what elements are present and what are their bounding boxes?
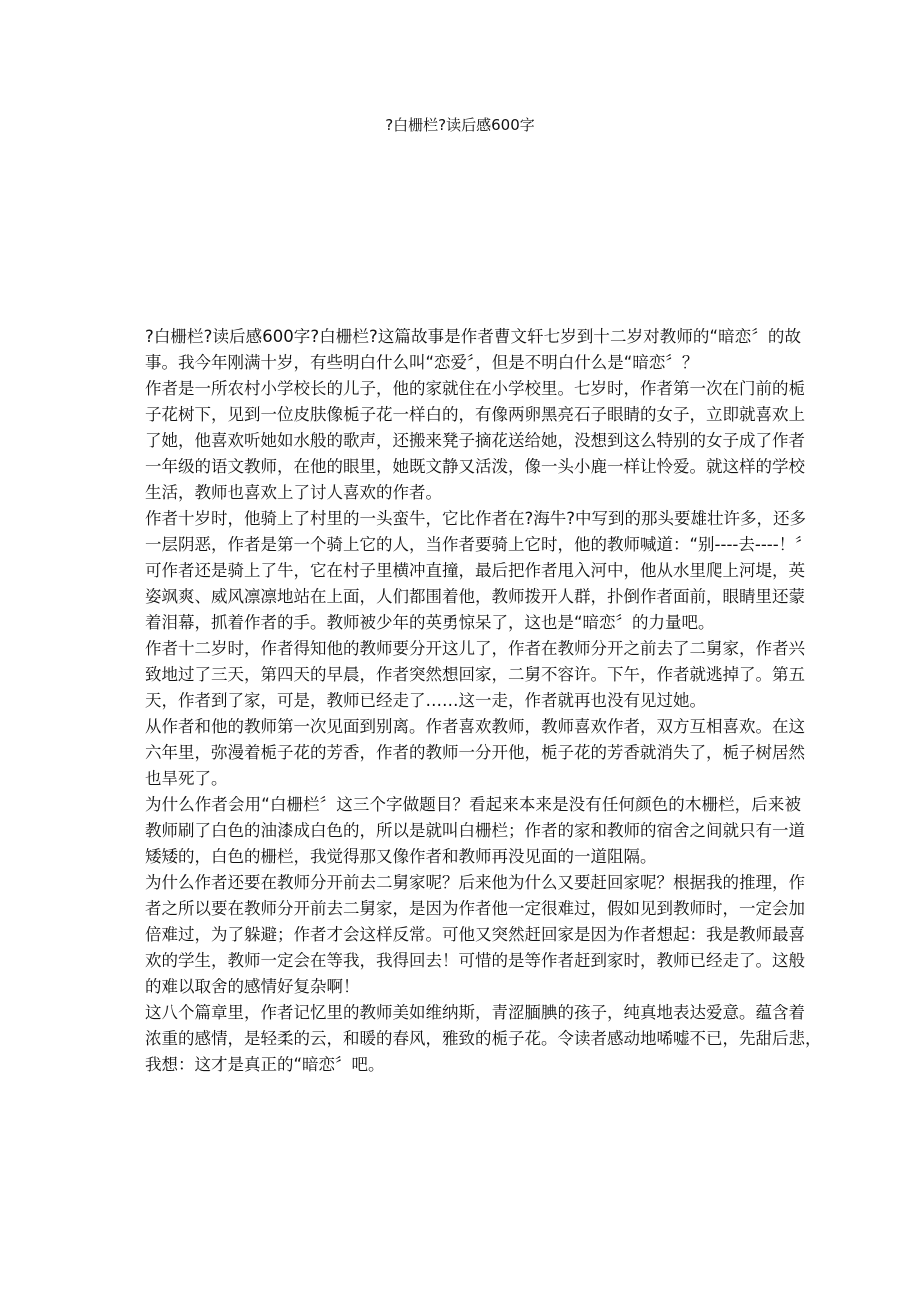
paragraph (145, 870, 805, 1000)
paragraph (145, 714, 805, 792)
text-line: ?白栅栏?读后感600字?白栅栏?这篇故事是作者曹文轩七岁到十二岁对教师的“暗恋〞的故 (145, 327, 801, 346)
text-line: 了她，他喜欢听她如水般的歌声，还搬来凳子摘花送给她，没想到这么特别的女子成了作者 (145, 431, 805, 450)
text-line: 我想：这才是真正的“暗恋〞吧。 (145, 1055, 385, 1074)
paragraph (145, 506, 812, 636)
paragraph (145, 636, 805, 714)
text-line: 生活，教师也喜欢上了讨人喜欢的作者。 (145, 483, 442, 502)
text-line: 为什么作者还要在教师分开前去二舅家呢？后来他为什么又要赶回家呢？根据我的推理，作 (145, 873, 805, 892)
text-line: 为什么作者会用“白栅栏〞这三个字做题目？看起来本来是没有任何颜色的木栅栏，后来被 (145, 795, 801, 814)
text-line: 倍难过，为了躲避；作者才会这样反常。可他又突然赶回家是因为作者想起：我是教师最喜 (145, 925, 805, 944)
paragraph (145, 792, 805, 870)
text-line: 作者十岁时，他骑上了村里的一头蛮牛，它比作者在?海牛?中写到的那头要雄壮许多，还多 (145, 509, 807, 528)
text-line: 矮矮的，白色的栅栏，我觉得那又像作者和教师再没见面的一道阻隔。 (145, 847, 657, 866)
text-line: 一年级的语文教师，在他的眼里，她既文静又活泼，像一头小鹿一样让怜爱。就这样的学校 (145, 457, 805, 476)
text-line: 一层阴恶，作者是第一个骑上它的人，当作者要骑上它时，他的教师喊道：“别----去----！〞 (145, 535, 812, 554)
paragraph (145, 376, 805, 506)
text-line: 天，作者到了家，可是，教师已经走了……这一走，作者就再也没有见过她。 (145, 691, 706, 710)
text-line: 着泪幕，抓着作者的手。教师被少年的英勇惊呆了，这也是“暗恋〞的力量吧。 (145, 613, 715, 632)
text-line: 教师刷了白色的油漆成白色的，所以是就叫白栅栏；作者的家和教师的宿舍之间就只有一道 (145, 821, 805, 840)
text-line: 也旱死了。 (145, 769, 228, 788)
text-line: 六年里，弥漫着栀子花的芳香，作者的教师一分开他，栀子花的芳香就消失了，栀子树居然 (145, 743, 805, 762)
paragraph (145, 1000, 822, 1078)
text-line: 作者十二岁时，作者得知他的教师要分开这儿了，作者在教师分开之前去了二舅家，作者兴 (145, 639, 805, 658)
document-body (145, 324, 822, 1078)
text-line: 致地过了三天，第四天的早晨，作者突然想回家，二舅不容许。下午，作者就逃掉了。第五 (145, 665, 805, 684)
text-line: 可作者还是骑上了牛，它在村子里横冲直撞，最后把作者甩入河中，他从水里爬上河堤，英 (145, 561, 805, 580)
document-title: ?白栅栏?读后感600字 (385, 116, 535, 134)
paragraph (145, 324, 801, 376)
text-line: 作者是一所农村小学校长的儿子，他的家就住在小学校里。七岁时，作者第一次在门前的栀 (145, 379, 805, 398)
text-line: 者之所以要在教师分开前去二舅家，是因为作者他一定很难过，假如见到教师时，一定会加 (145, 899, 805, 918)
text-line: 事。我今年刚满十岁，有些明白什么叫“恋爱〞，但是不明白什么是“暗恋〞？ (145, 353, 699, 372)
text-line: 从作者和他的教师第一次见面到别离。作者喜欢教师，教师喜欢作者，双方互相喜欢。在这 (145, 717, 805, 736)
text-line: 这八个篇章里，作者记忆里的教师美如维纳斯，青涩腼腆的孩子，纯真地表达爱意。蕴含着 (145, 1003, 805, 1022)
text-line: 浓重的感情，是轻柔的云，和暖的春风，雅致的栀子花。令读者感动地唏嘘不已，先甜后悲， (145, 1029, 822, 1048)
text-line: 欢的学生，教师一定会在等我，我得回去！可惜的是等作者赶到家时，教师已经走了。这般 (145, 951, 805, 970)
text-line: 姿飒爽、威风凛凛地站在上面，人们都围着他，教师拨开人群，扑倒作者面前，眼睛里还蒙 (145, 587, 805, 606)
text-line: 子花树下，见到一位皮肤像栀子花一样白的，有像两卵黑亮石子眼睛的女子，立即就喜欢上 (145, 405, 805, 424)
text-line: 的难以取舍的感情好复杂啊！ (145, 977, 360, 996)
